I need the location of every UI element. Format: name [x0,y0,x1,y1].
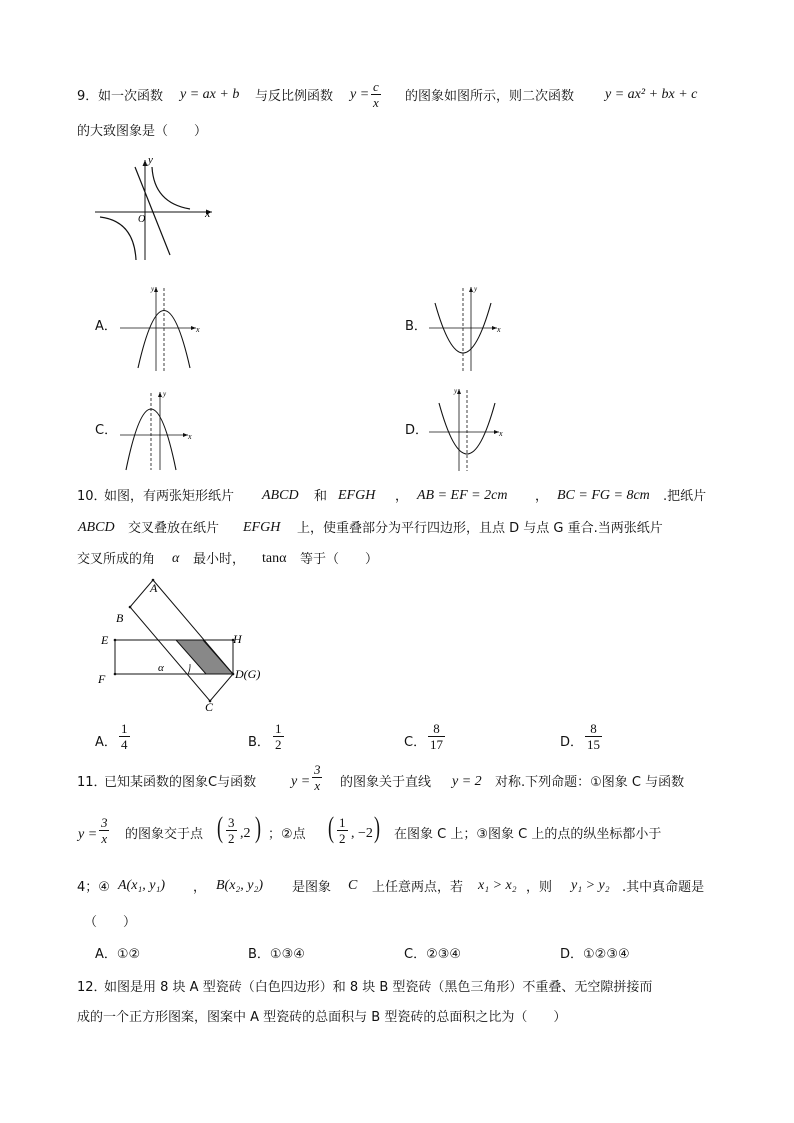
q10-line3-text-3: 等于（ ） [300,552,379,567]
q9-text-2: 与反比例函数 [255,89,334,104]
q10-line3-text-1: 交叉所成的角 [77,552,156,567]
q10-line2-text-2: 上，使重叠部分为平行四边形，且点 D 与点 G 重合.当两张纸片 [297,521,663,536]
q9-inverse-fraction [371,80,381,109]
q11-option-b[interactable]: B．①③④ [248,947,305,962]
q11-point-a: A(x₁, y₁) [118,878,166,893]
q9-axis-x-label: x [205,206,211,220]
q10-label-f: F [98,672,106,686]
q10-alpha: α [172,551,180,566]
q11-text-3: 对称.下列命题：①图象 C 与函数 [495,775,685,790]
q10-option-a-fraction[interactable] [119,722,130,751]
q11-fraction-1 [312,763,323,792]
q11-point-2-fraction [337,816,348,845]
q10-comma-2: ， [535,489,549,504]
q11-y-equals: y = [291,774,311,789]
q10-label-alpha: α [158,662,164,674]
q11-text-1: 已知某函数的图象C与函数 [104,775,257,790]
q11-l3-text-1: 4；④ [77,880,110,895]
q11-line-equation: y = 2 [452,774,482,789]
q11-p2-den: 2 [339,831,346,846]
q9-linear-line [135,167,170,255]
q9-text-1: 如一次函数 [98,89,164,104]
q10-line2-efgh: EFGH [243,520,281,535]
q11-l3-text-3: 上任意两点，若 [372,880,464,895]
q10-label-h: H [233,632,242,646]
q10-label-e: E [101,633,109,647]
q9-option-b-label: B． [405,319,427,334]
q10-line3-text-2: 最小时， [193,552,246,567]
q9-main-figure [90,155,220,265]
q10-line2-abcd: ABCD [78,520,115,535]
q11-l2-text-3: 在图象 C 上；③图象 C 上的点的纵坐标都小于 [394,827,662,842]
q11-paren-open-1: ( [217,811,223,844]
q11-p1-den: 2 [228,831,235,846]
q10-option-c-fraction[interactable] [428,722,445,751]
q10-label-b: B [116,611,124,625]
q9-option-a-graph[interactable] [118,283,203,373]
q11-frac2-num: 3 [101,815,108,830]
q10-figure [90,580,275,715]
q11-paren-open-2: ( [328,811,334,844]
q9-quadratic-equation: y = ax² + bx + c [605,87,698,102]
q9-option-c-graph[interactable] [118,388,203,473]
q10-label-dg: D(G) [235,667,261,681]
q9-c-x-label: x [188,432,192,441]
q11-frac1-num: 3 [314,762,321,777]
q10-efgh: EFGH [338,488,376,503]
q10-option-b-fraction[interactable] [273,722,284,751]
q11-l2-text-2: ；②点 [268,827,306,842]
q11-curve-c: C [348,878,358,893]
q10-b-num: 1 [275,721,282,736]
q10-a-den: 4 [121,737,128,752]
q9-b-y-label: y [474,285,478,293]
q11-paren-close-1: ) [255,811,261,844]
q12-line-2: 成的一个正方形图案，图案中 A 型瓷砖的总面积与 B 型瓷砖的总面积之比为（ ） [77,1010,567,1025]
q11-l3-comma: ， [193,880,207,895]
q11-l2-y-equals: y = [78,827,98,842]
q9-a-y-label: y [151,285,155,293]
q10-option-c-label: C． [404,735,427,750]
q11-text-2: 的图象关于直线 [340,775,432,790]
q10-text-2: .把纸片 [663,489,707,504]
q10-equation-2: BC = FG = 8cm [557,488,650,503]
q11-paren-close-2: ) [374,811,380,844]
q11-l2-text-1: 的图象交于点 [125,827,204,842]
q9-frac-den: x [373,95,379,110]
q9-option-b-graph[interactable] [427,283,512,373]
q11-option-c[interactable]: C．②③④ [404,947,462,962]
q11-l3-text-5: .其中真命题是 [622,880,705,895]
q9-number: 9． [77,89,99,104]
q10-comma-1: ， [395,489,409,504]
q12-line-1: 如图是用 8 块 A 型瓷砖（白色四边形）和 8 块 B 型瓷砖（黑色三角形）不重叠、无空隙拼接而 [104,980,653,995]
q11-fraction-2 [99,816,110,845]
q9-c-y-label: y [163,390,167,398]
q10-option-b-label: B． [248,735,270,750]
q9-origin-label: O [138,214,146,225]
q11-l3-text-4: ，则 [526,880,553,895]
q11-condition: x₁ > x₂ [478,878,517,893]
q11-point-1-fraction [226,816,237,845]
q10-label-a: A [150,581,158,595]
q12-number: 12． [77,980,107,995]
q11-number: 11． [77,775,107,790]
q10-label-c: C [205,700,214,714]
q9-option-c-label: C． [95,423,118,438]
q10-option-d-label: D． [560,735,584,750]
q11-point-2-tail: , −2 [351,826,373,841]
q10-abcd: ABCD [262,488,299,503]
q9-b-x-label: x [497,325,501,334]
q10-c-den: 17 [430,737,443,752]
q9-text-3: 的图象如图所示，则二次函数 [405,89,575,104]
q10-b-den: 2 [275,737,282,752]
q10-number: 10． [77,489,107,504]
q11-frac1-den: x [314,778,321,793]
q9-d-y-label: y [454,387,458,395]
q10-option-a-label: A． [95,735,117,750]
q11-option-a[interactable]: A．①② [95,947,141,962]
q9-y-equals: y = [350,87,370,102]
q11-point-1-tail: ,2 [240,826,251,841]
q9-line-2: 的大致图象是（ ） [77,124,208,139]
q10-he: 和 [314,489,328,504]
q11-p1-num: 3 [228,815,235,830]
q9-linear-equation: y = ax + b [180,87,240,102]
q9-axis-y-label: y [148,154,153,166]
q10-equation-1: AB = EF = 2cm [417,488,508,503]
q11-result: y₁ > y₂ [571,878,610,893]
q10-overlap-parallelogram [176,640,233,674]
q9-d-x-label: x [499,429,503,438]
q9-option-d-label: D． [405,423,429,438]
q11-p2-num: 1 [339,815,346,830]
q10-a-num: 1 [121,721,128,736]
q10-d-den: 15 [587,737,600,752]
q11-l3-text-2: 是图象 [292,880,332,895]
q10-c-num: 8 [433,721,440,736]
q9-a-x-label: x [196,325,200,334]
q10-d-num: 8 [590,721,597,736]
q11-option-d[interactable]: D．①②③④ [560,947,630,962]
q9-option-a-label: A． [95,319,117,334]
q9-frac-num: c [373,79,379,94]
q10-tan-alpha: tanα [262,551,287,566]
q11-point-b: B(x₂, y₂) [216,878,264,893]
q9-hyperbola-branch-1 [152,167,190,209]
q11-answer-blank: （ ） [84,915,137,930]
q11-frac2-den: x [101,831,108,846]
q9-hyperbola-branch-2 [100,217,136,260]
q9-option-d-graph[interactable] [427,385,512,475]
q10-text-1: 如图，有两张矩形纸片 [104,489,235,504]
q10-line2-text-1: 交叉叠放在纸片 [128,521,220,536]
q10-option-d-fraction[interactable] [585,722,602,751]
